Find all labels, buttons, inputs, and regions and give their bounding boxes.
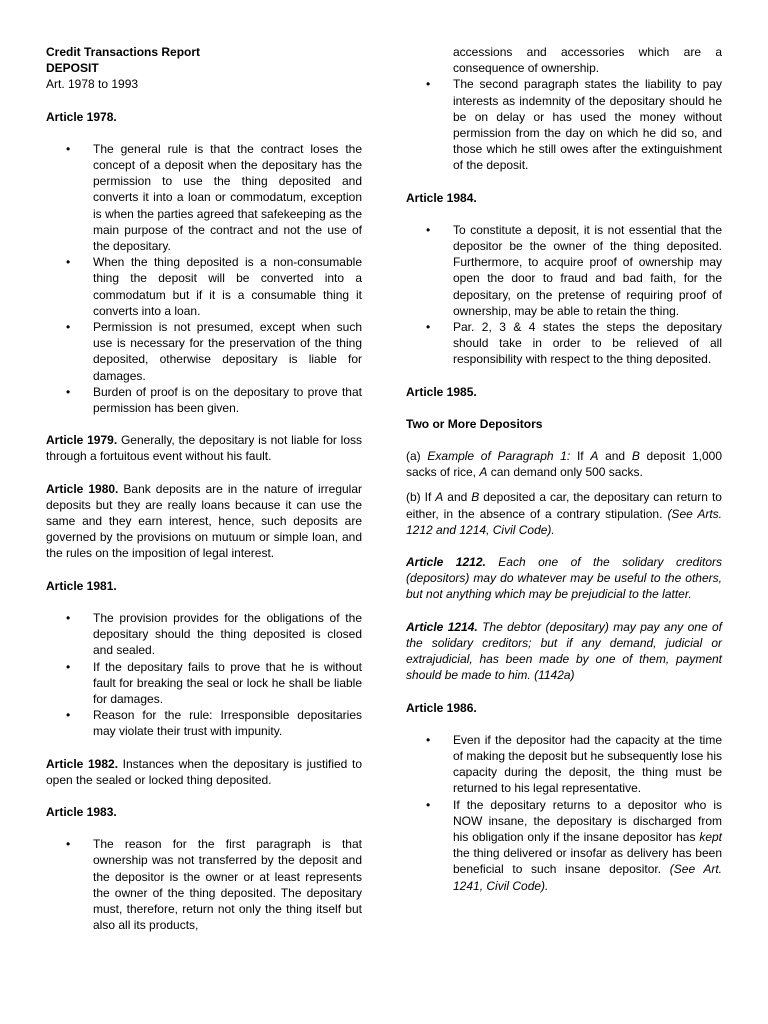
article-1978-list [46, 141, 362, 416]
article-1985-subtitle: Two or More Depositors [406, 416, 543, 431]
article-1978-title: Article 1978. [46, 109, 117, 124]
article-1986-title: Article 1986. [406, 700, 477, 715]
article-1979: Article 1979. Generally, the depositary is not liable for loss through a fortuitous event without his fault. [46, 433, 362, 464]
report-subject: DEPOSIT [46, 61, 99, 76]
article-1984-list [406, 222, 722, 368]
bullet-icon: • [66, 837, 71, 852]
bullet-icon: • [66, 384, 71, 399]
article-1981-title: Article 1981. [46, 578, 117, 593]
article-1983-list-continued [406, 44, 722, 174]
list-item: • The provision provides for the obligations of the depositary should the thing deposited is closed and sealed. [66, 610, 362, 658]
bullet-icon: • [66, 320, 71, 335]
bullet-icon: • [66, 141, 71, 156]
article-1982: Article 1982. Instances when the depositary is justified to open the sealed or locked thing deposited. [46, 756, 363, 787]
list-item: • Even if the depositor had the capacity at the time of making the deposit but he subsequently lose his capacity during the deposit, the thing must be returned to his legal representative. [426, 732, 722, 796]
article-1983-title: Article 1983. [46, 804, 117, 819]
article-1212: Article 1212. Each one of the solidary creditors (depositors) may do whatever may be useful to the others, but not anything which may be prejudicial to the latter. [406, 555, 722, 602]
bullet-icon: • [66, 255, 71, 270]
list-item-continued: accessions and accessories which are a consequence of ownership. [453, 45, 722, 76]
list-item: • When the thing deposited is a non-consumable thing the deposit will be converted into a commodatum but if it is a consumable thing it converts into a loan. [66, 255, 362, 318]
list-item: • To constitute a deposit, it is not essential that the depositor be the owner of the thing deposited. Furthermore, to acquire proof of ownership may open the door to fraud and bad faith, for the depositary, on the pretense of requiring proof of ownership, may be able to retain the thing. [426, 222, 722, 318]
list-item: • If the depositary returns to a depositor who is NOW insane, the depositary is discharged from his obligation only if the insane depositor has kept the thing delivered or insofar as delivery has been beneficial to such insane depositor. (See Art. 1241, Civil Code). [426, 797, 722, 893]
bullet-icon: • [426, 77, 431, 92]
bullet-icon: • [426, 797, 431, 812]
bullet-icon: • [426, 320, 431, 335]
article-1984-title: Article 1984. [406, 190, 477, 205]
list-item: • Burden of proof is on the depositary to prove that permission has been given. [66, 384, 362, 416]
list-item: • The general rule is that the contract loses the concept of a deposit when the depositary has the permission to use the thing deposited and converts it into a loan or commodatum, exception is when the parties agreed that safekeeping as the main purpose of the contract and not the use of the depositary. [66, 141, 362, 254]
article-1981-list [46, 610, 362, 740]
left-column [46, 44, 362, 933]
article-1214: Article 1214. The debtor (depositary) may pay any one of the solidary creditors; but if any demand, judicial or extrajudicial, has been made by one of them, payment should be made to him. (1142a) [406, 619, 722, 683]
paragraph-a: (a) Example of Paragraph 1: If A and B deposit 1,000 sacks of rice, A can demand only 500 sacks. [406, 449, 722, 480]
list-item: • Par. 2, 3 & 4 states the steps the depositary should take in order to be relieved of all responsibility with respect to the thing deposited. [426, 320, 722, 367]
article-1986-list [406, 732, 722, 894]
article-1985-title: Article 1985. [406, 384, 477, 399]
bullet-icon: • [426, 222, 431, 237]
bullet-icon: • [66, 659, 71, 674]
bullet-icon: • [426, 732, 431, 747]
article-1983-list [46, 836, 362, 933]
list-item: • The second paragraph states the liability to pay interests as indemnity of the depositary should he be on delay or has used the money without permission from the day on which he did so, and those which he still owes after the extinguishment of the deposit. [426, 77, 722, 173]
bullet-icon: • [66, 708, 71, 723]
bullet-icon: • [66, 610, 71, 625]
list-item: • The reason for the first paragraph is that ownership was not transferred by the deposit and the depositor is the owner or at least represents the owner of the thing deposited. The depositary must, therefore, return not only the thing itself but also all its products, [66, 837, 362, 933]
right-column [406, 44, 722, 894]
report-title: Credit Transactions Report [46, 45, 201, 59]
report-range: Art. 1978 to 1993 [46, 77, 139, 92]
list-item: • Permission is not presumed, except when such use is necessary for the preservation of the thing deposited, otherwise depositary is liable for damages. [66, 320, 362, 383]
list-item: • Reason for the rule: Irresponsible depositaries may violate their trust with impunity. [66, 708, 362, 739]
list-item: • If the depositary fails to prove that he is without fault for breaking the seal or lock he shall be liable for damages. [66, 659, 362, 706]
paragraph-b: (b) If A and B deposited a car, the depositary can return to either, in the absence of a contrary stipulation. (See Arts. 1212 and 1214, Civil Code). [406, 490, 723, 537]
article-1980: Article 1980. Bank deposits are in the nature of irregular deposits but they are really loans because it can use the same and they earn interest, hence, such deposits are governed by the provisions on mutuum or simple loan, and the rules on the imposition of legal interest. [46, 481, 362, 561]
